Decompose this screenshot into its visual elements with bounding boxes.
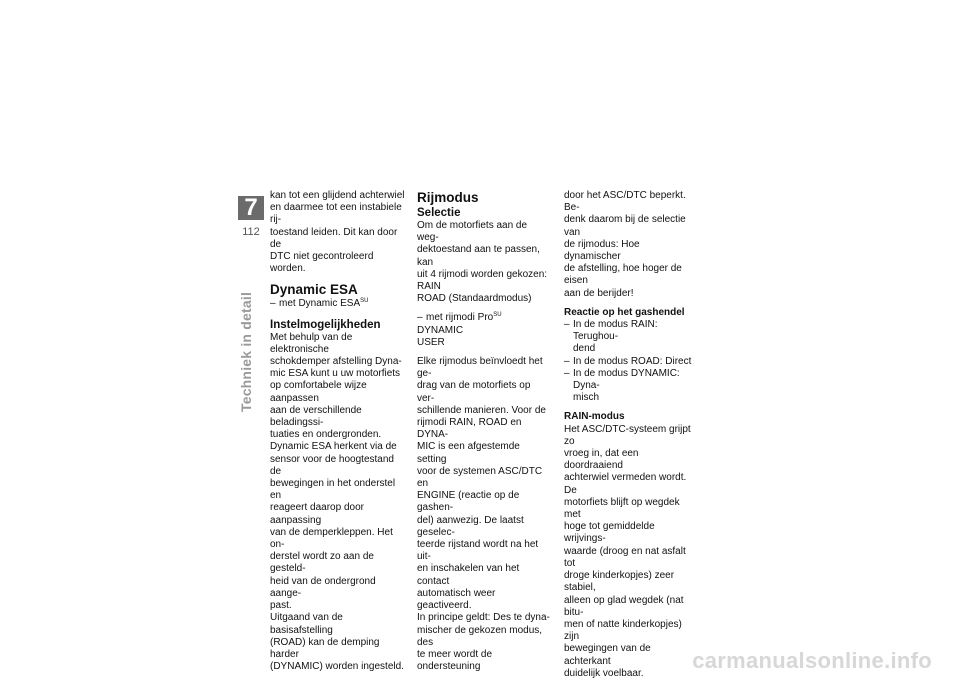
column-3	[564, 190, 697, 680]
column-2	[417, 190, 550, 673]
rijmodus-paragraph-2: Elke rijmodus beïnvloedt het ge- drag van de motorfiets op ver- schillende manieren. Voor de rijmodi RAIN, ROAD en DYNA- MIC is een afgestemde setting voor de systemen ASC/DTC en ENGINE (reactie op de gashen- del) aanwezig. De laatst geselec- teerde rijstand wordt na het uit- en inschakelen van het contact automatisch weer geactiveerd.	[417, 356, 546, 612]
mode-user: USER	[417, 336, 445, 348]
esa-paragraph-2: Dynamic ESA herkent via de sensor voor de hoogtestand de bewegingen in het onderstel en reageert daarop door aanpassing van de demperkleppen. Het on- derstel wordt zo aan de gesteld- heid van de ondergrond aange- past.	[270, 441, 397, 612]
site-watermark: carmanualsonline.info	[692, 648, 932, 673]
esa-paragraph-3: Uitgaand van de basisafstelling (ROAD) kan de demping harder (DYNAMIC) worden ingesteld.	[270, 612, 404, 673]
heading-rijmodus: Rijmodus	[417, 190, 479, 205]
heading-rain-modus: RAIN-modus	[564, 411, 625, 423]
esa-equipment-item: – met Dynamic $ESA^{SU}$	[270, 298, 405, 310]
chapter-number-badge: 7	[238, 196, 264, 220]
section-title-vertical: Techniek in detail	[238, 291, 254, 412]
rijmodus-paragraph-3: In principe geldt: Des te dyna- mischer de gekozen modus, des te meer wordt de ondersteuning	[417, 612, 550, 673]
page-number: 112	[242, 226, 260, 238]
pro-modes	[417, 325, 550, 349]
rain-modus-paragraph: Het ASC/DTC-systeem grijpt zo vroeg in, dat een doordraaiend achterwiel vermeden wordt. De motorfiets blijft op wegdek met hoge tot gemiddelde wrijvings- waarde (droog en nat asfalt tot droge kinderkopjes) zeer stabiel, alleen op glad wegdek (nat bitu- men of natte kinderkopjes) zijn bewegingen van de achterkant duidelijk voelbaar.	[564, 423, 691, 679]
mode-rain: RAIN	[417, 281, 441, 293]
heading-reactie-gashendel: Reactie op het gashendel	[564, 306, 685, 318]
gas-item-road: – In de modus ROAD: Direct	[564, 356, 697, 368]
continuation-paragraph: door het ASC/DTC beperkt. Be- denk daarom bij de selectie van de rijmodus: Hoe dynamischer de afstelling, hoe hoger de eisen aan de berijder!	[564, 190, 686, 299]
gas-item-rain: – In de modus RAIN: Terughou- dend	[564, 319, 697, 356]
heading-dynamic-esa: Dynamic ESA	[270, 282, 358, 298]
mode-dynamic: DYNAMIC	[417, 324, 464, 336]
selectie-paragraph: Om de motorfiets aan de weg- dektoestand aan te passen, kan uit 4 rijmodi worden gekozen: RAIN ROAD (Standaardmodus)	[417, 220, 548, 305]
pro-equipment-item: – met rijmodi Pro$^{SU}$	[417, 312, 550, 324]
esa-paragraph-1: Met behulp van de elektronische schokdemper afstelling Dyna- mic ESA kunt u uw motorfiets op comfortabele wijze aanpassen aan de verschillende beladingssi- tuaties en ondergronden.	[270, 331, 402, 441]
heading-instelmogelijkheden: Instelmogelijkheden	[270, 318, 381, 331]
heading-selectie: Selectie	[417, 207, 461, 219]
column-1	[270, 190, 405, 673]
gas-item-dynamic: – In de modus DYNAMIC: Dyna- misch	[564, 368, 697, 405]
mode-road: ROAD (Standaardmodus)	[417, 293, 532, 305]
intro-paragraph: kan tot een glijdend achterwiel en daarmee tot een instabiele rij- toestand leiden. Dit kan door de DTC niet gecontroleerd worden.	[270, 190, 405, 275]
